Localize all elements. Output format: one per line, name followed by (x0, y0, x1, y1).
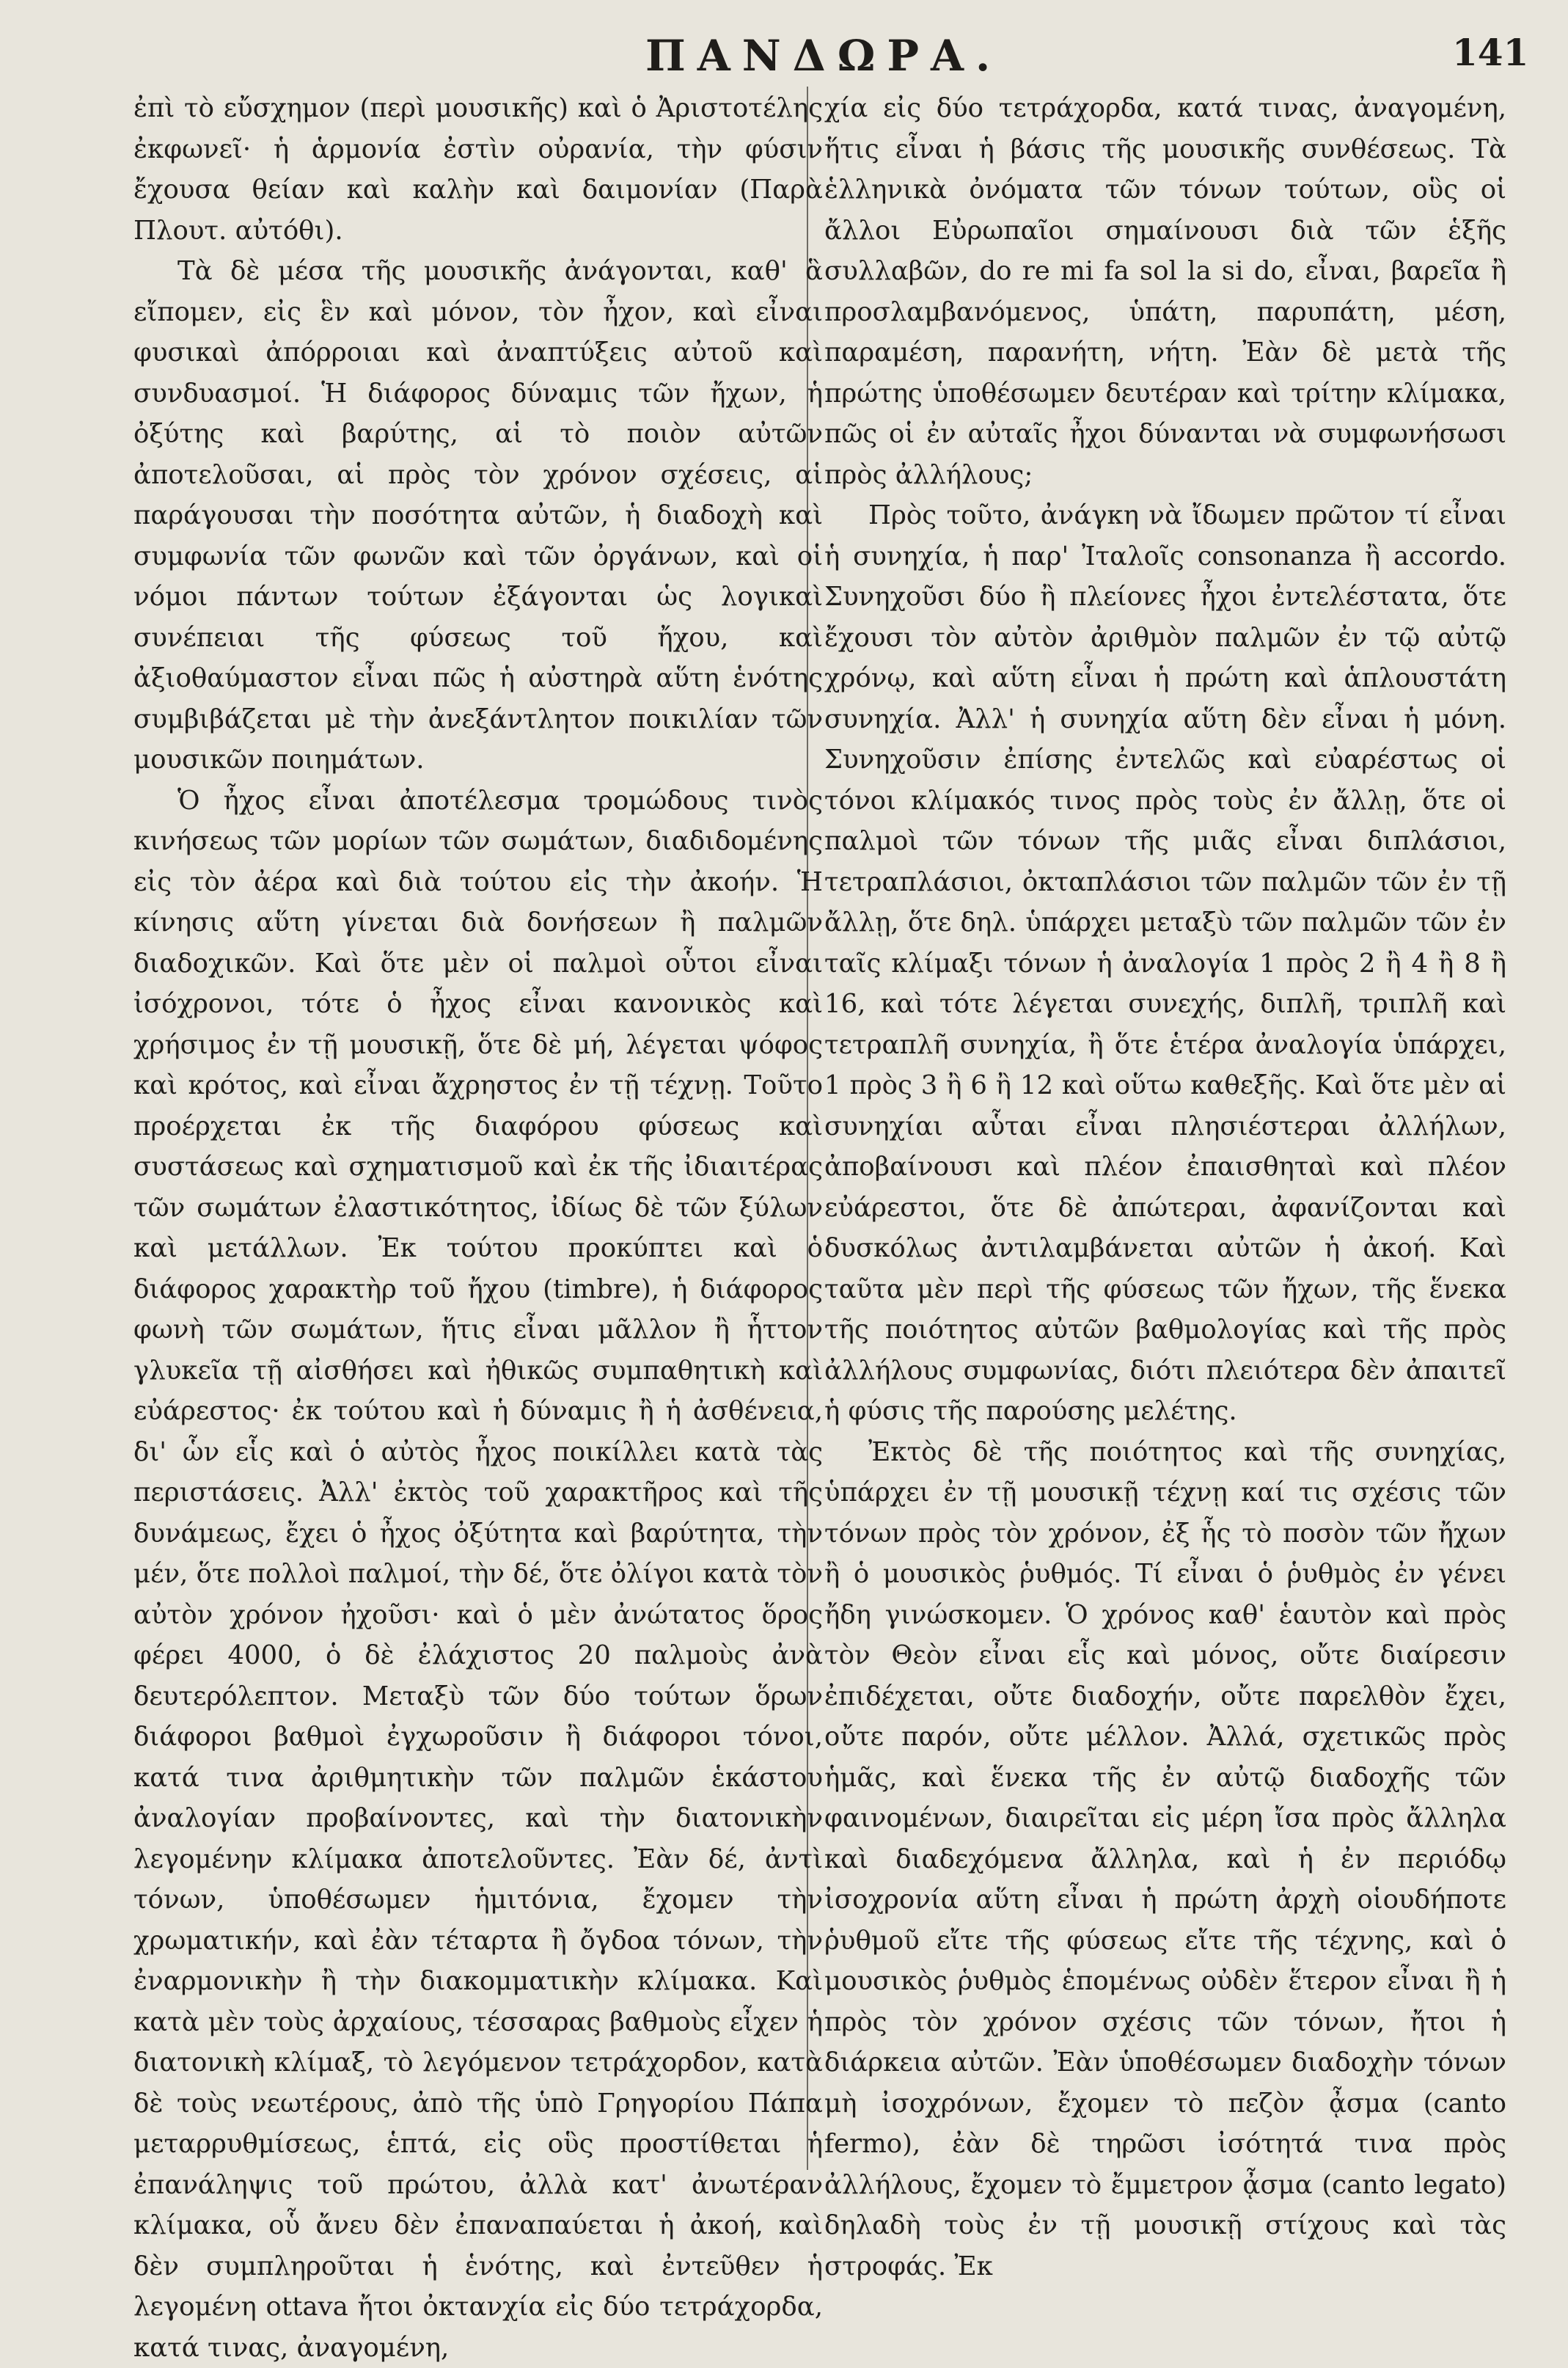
paragraph: χία εἰς δύο τετράχορδα, κατά τινας, ἀναγομένη, ἥτις εἶναι ἡ βάσις τῆς μουσικῆς συνθέσεως. Τὰ ἑλληνικὰ ὀνόματα τῶν τόνων τούτων, οὓς οἱ ἄλλοι Εὐρωπαῖοι σημαίνουσι διὰ τῶν ἑξῆς συλλαβῶν, do re mi fa sol la si do, εἶναι, βαρεῖα ἢ προσλαμβανόμενος, ὑπάτη, παρυπάτη, μέση, παραμέση, παρανήτη, νήτη. Ἐὰν δὲ μετὰ τῆς πρώτης ὑποθέσωμεν δευτέραν καὶ τρίτην κλίμακα, πῶς οἱ ἐν αὐταῖς ἦχοι δύνανται νὰ συμφωνήσωσι πρὸς ἀλλήλους; (824, 88, 1506, 495)
page-number: 141 (1452, 31, 1528, 74)
page-header (0, 15, 1568, 88)
paragraph: Ὁ ἦχος εἶναι ἀποτέλεσμα τρομώδους τινὸς κινήσεως τῶν μορίων τῶν σωμάτων, διαδιδομένης εἰς τὸν ἀέρα καὶ διὰ τούτου εἰς τὴν ἀκοήν. Ἡ κίνησις αὕτη γίνεται διὰ δονήσεων ἢ παλμῶν διαδοχικῶν. Καὶ ὅτε μὲν οἱ παλμοὶ οὗτοι εἶναι ἰσόχρονοι, τότε ὁ ἦχος εἶναι κανονικὸς καὶ χρήσιμος ἐν τῇ μουσικῇ, ὅτε δὲ μή, λέγεται ψόφος καὶ κρότος, καὶ εἶναι ἄχρηστος ἐν τῇ τέχνῃ. Τοῦτο προέρχεται ἐκ τῆς διαφόρου φύσεως καὶ συστάσεως καὶ σχηματισμοῦ καὶ ἐκ τῆς ἰδιαιτέρας τῶν σωμάτων ἐλαστικότητος, ἰδίως δὲ τῶν ξύλων καὶ μετάλλων. Ἐκ τούτου προκύπτει καὶ ὁ διάφορος χαρακτὴρ τοῦ ἤχου (timbre), ἡ διάφορος φωνὴ τῶν σωμάτων, ἥτις εἶναι μᾶλλον ἢ ἧττον γλυκεῖα τῇ αἰσθήσει καὶ ἠθικῶς συμπαθητικὴ καὶ εὐάρεστος· ἐκ τούτου καὶ ἡ δύναμις ἢ ἡ ἀσθένεια, δι' ὧν εἷς καὶ ὁ αὐτὸς ἦχος ποικίλλει κατὰ τὰς περιστάσεις. Ἀλλ' ἐκτὸς τοῦ χαρακτῆρος καὶ τῆς δυνάμεως, ἔχει ὁ ἦχος ὀξύτητα καὶ βαρύτητα, τὴν μέν, ὅτε πολλοὶ παλμοί, τὴν δέ, ὅτε ὀλίγοι κατὰ τὸν αὐτὸν χρόνον ἠχοῦσι· καὶ ὁ μὲν ἀνώτατος ὅρος φέρει 4000, ὁ δὲ ἐλάχιστος 20 παλμοὺς ἀνὰ δευτερόλεπτον. Μεταξὺ τῶν δύο τούτων ὅρων διάφοροι βαθμοὶ ἐγχωροῦσιν ἢ διάφοροι τόνοι, κατά τινα ἀριθμητικὴν τῶν παλμῶν ἑκάστου ἀναλογίαν προβαίνοντες, καὶ τὴν διατονικὴν λεγομένην κλίμακα ἀποτελοῦντες. Ἐὰν δέ, ἀντὶ τόνων, ὑποθέσωμεν ἡμιτόνια, ἔχομεν τὴν χρωματικήν, καὶ ἐὰν τέταρτα ἢ ὄγδοα τόνων, τὴν ἐναρμονικὴν ἢ τὴν διακομματικὴν κλίμακα. Καὶ κατὰ μὲν τοὺς ἀρχαίους, τέσσαρας βαθμοὺς εἶχεν ἡ διατονικὴ κλίμαξ, τὸ λεγόμενον τετράχορδον, κατὰ δὲ τοὺς νεωτέρους, ἀπὸ τῆς ὑπὸ Γρηγορίου Πάπα μεταρρυθμίσεως, ἑπτά, εἰς οὓς προστίθεται ἡ ἐπανάληψις τοῦ πρώτου, ἀλλὰ κατ' ἀνωτέραν κλίμακα, οὗ ἄνευ δὲν ἐπαναπαύεται ἡ ἀκοή, καὶ δὲν συμπληροῦται ἡ ἑνότης, καὶ ἐντεῦθεν ἡ λεγομένη ottava ἤτοι ὀκτανχία εἰς δύο τετράχορδα, κατά τινας, ἀναγομένη, (133, 781, 823, 2368)
paragraph: Τὰ δὲ μέσα τῆς μουσικῆς ἀνάγονται, καθ' ἃ εἴπομεν, εἰς ἓν καὶ μόνον, τὸν ἦχον, καὶ εἶναι φυσικαὶ ἀπόρροιαι καὶ ἀναπτύξεις αὐτοῦ καὶ συνδυασμοί. Ἡ διάφορος δύναμις τῶν ἤχων, ἡ ὀξύτης καὶ βαρύτης, αἱ τὸ ποιὸν αὐτῶν ἀποτελοῦσαι, αἱ πρὸς τὸν χρόνον σχέσεις, αἱ παράγουσαι τὴν ποσότητα αὐτῶν, ἡ διαδοχὴ καὶ συμφωνία τῶν φωνῶν καὶ τῶν ὀργάνων, καὶ οἱ νόμοι πάντων τούτων ἐξάγονται ὡς λογικαὶ συνέπειαι τῆς φύσεως τοῦ ἤχου, καὶ ἀξιοθαύμαστον εἶναι πῶς ἡ αὐστηρὰ αὕτη ἑνότης συμβιβάζεται μὲ τὴν ἀνεξάντλητον ποικιλίαν τῶν μουσικῶν ποιημάτων. (133, 251, 823, 781)
paragraph: Ἐκτὸς δὲ τῆς ποιότητος καὶ τῆς συνηχίας, ὑπάρχει ἐν τῇ μουσικῇ τέχνῃ καί τις σχέσις τῶν τόνων πρὸς τὸν χρόνον, ἐξ ἧς τὸ ποσὸν τῶν ἤχων ἢ ὁ μουσικὸς ῥυθμός. Τί εἶναι ὁ ῥυθμὸς ἐν γένει ἤδη γινώσκομεν. Ὁ χρόνος καθ' ἑαυτὸν καὶ πρὸς τὸν Θεὸν εἶναι εἷς καὶ μόνος, οὔτε διαίρεσιν ἐπιδέχεται, οὔτε διαδοχήν, οὔτε παρελθὸν ἔχει, οὔτε παρόν, οὔτε μέλλον. Ἀλλά, σχετικῶς πρὸς ἡμᾶς, καὶ ἕνεκα τῆς ἐν αὐτῷ διαδοχῆς τῶν φαινομένων, διαιρεῖται εἰς μέρη ἴσα πρὸς ἄλληλα καὶ διαδεχόμενα ἄλληλα, καὶ ἡ ἐν περιόδῳ ἰσοχρονία αὕτη εἶναι ἡ πρώτη ἀρχὴ οἱουδήποτε ῥυθμοῦ εἴτε τῆς φύσεως εἴτε τῆς τέχνης, καὶ ὁ μουσικὸς ῥυθμὸς ἑπομένως οὐδὲν ἕτερον εἶναι ἢ ἡ πρὸς τὸν χρόνον σχέσις τῶν τόνων, ἤτοι ἡ διάρκεια αὐτῶν. Ἐὰν ὑποθέσωμεν διαδοχὴν τόνων μὴ ἰσοχρόνων, ἔχομεν τὸ πεζὸν ᾆσμα (canto fermo), ἐὰν δὲ τηρῶσι ἰσότητά τινα πρὸς ἀλλήλους, ἔχομεν τὸ ἔμμετρον ᾆσμα (canto legato) δηλαδὴ τοὺς ἐν τῇ μουσικῇ στίχους καὶ τὰς στροφάς. Ἐκ (824, 1432, 1506, 2287)
paragraph: Πρὸς τοῦτο, ἀνάγκη νὰ ἴδωμεν πρῶτον τί εἶναι ἡ συνηχία, ἡ παρ' Ἰταλοῖς consonanza ἢ accordo. Συνηχοῦσι δύο ἢ πλείονες ἦχοι ἐντελέστατα, ὅτε ἔχουσι τὸν αὐτὸν ἀριθμὸν παλμῶν ἐν τῷ αὐτῷ χρόνῳ, καὶ αὕτη εἶναι ἡ πρώτη καὶ ἁπλουστάτη συνηχία. Ἀλλ' ἡ συνηχία αὕτη δὲν εἶναι ἡ μόνη. Συνηχοῦσιν ἐπίσης ἐντελῶς καὶ εὐαρέστως οἱ τόνοι κλίμακός τινος πρὸς τοὺς ἐν ἄλλῃ, ὅτε οἱ παλμοὶ τῶν τόνων τῆς μιᾶς εἶναι διπλάσιοι, τετραπλάσιοι, ὀκταπλάσιοι τῶν παλμῶν τῶν ἐν τῇ ἄλλῃ, ὅτε δηλ. ὑπάρχει μεταξὺ τῶν παλμῶν τῶν ἐν ταῖς κλίμαξι τόνων ἡ ἀναλογία 1 πρὸς 2 ἢ 4 ἢ 8 ἢ 16, καὶ τότε λέγεται συνεχής, διπλῆ, τριπλῆ καὶ τετραπλῆ συνηχία, ἢ ὅτε ἑτέρα ἀναλογία ὑπάρχει, 1 πρὸς 3 ἢ 6 ἢ 12 καὶ οὕτω καθεξῆς. Καὶ ὅτε μὲν αἱ συνηχίαι αὗται εἶναι πλησιέστεραι ἀλλήλων, ἀποβαίνουσι καὶ πλέον ἐπαισθηταὶ καὶ πλέον εὐάρεστοι, ὅτε δὲ ἀπώτεραι, ἀφανίζονται καὶ δυσκόλως ἀντιλαμβάνεται αὐτῶν ἡ ἀκοή. Καὶ ταῦτα μὲν περὶ τῆς φύσεως τῶν ἤχων, τῆς ἕνεκα τῆς ποιότητος αὐτῶν βαθμολογίας καὶ τῆς πρὸς ἀλλήλους συμφωνίας, διότι πλειότερα δὲν ἀπαιτεῖ ἡ φύσις τῆς παρούσης μελέτης. (824, 495, 1506, 1432)
right-column (824, 88, 1506, 2287)
running-head: ΠΑΝΔΩΡΑ. (645, 31, 1002, 81)
left-column (133, 88, 823, 2368)
paragraph: ἐπὶ τὸ εὔσχημον (περὶ μουσικῆς) καὶ ὁ Ἀριστοτέλης ἐκφωνεῖ· ἡ ἁρμονία ἐστὶν οὐρανία, τὴν φύσιν ἔχουσα θείαν καὶ καλὴν καὶ δαιμονίαν (Παρὰ Πλουτ. αὐτόθι). (133, 88, 823, 251)
